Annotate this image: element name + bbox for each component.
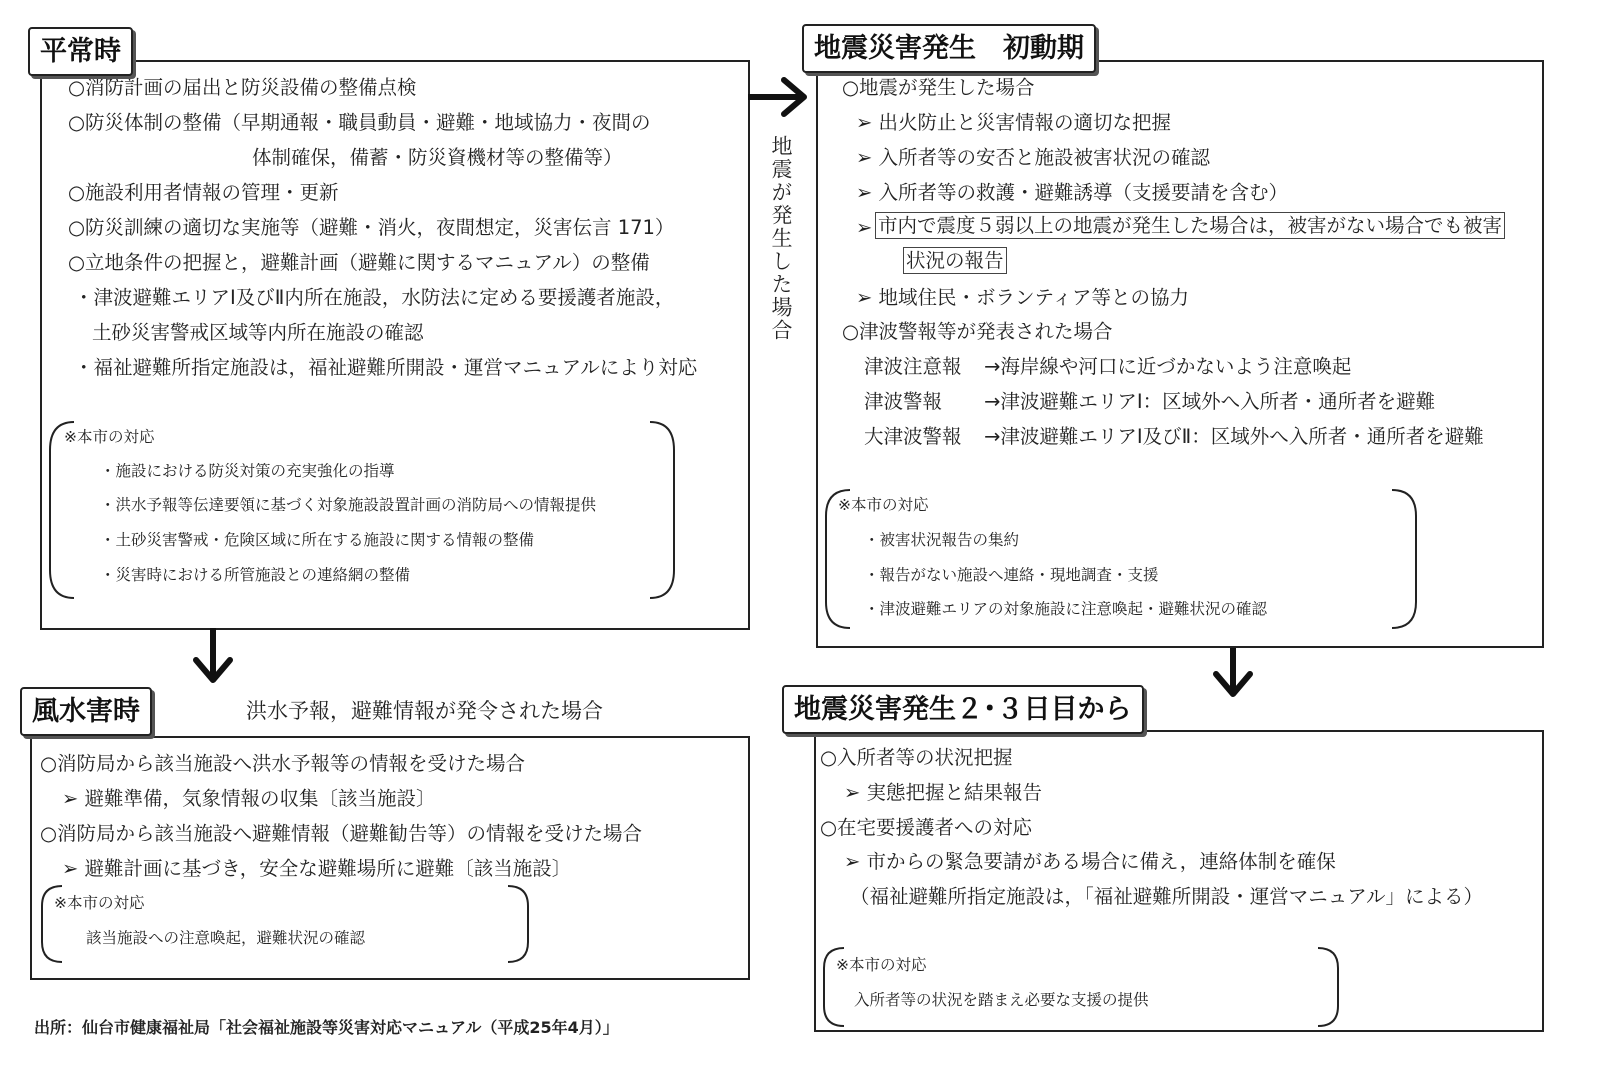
normal-note-item: ・土砂災害警戒・危険区域に所在する施設に関する情報の整備	[100, 531, 535, 549]
initial-note-title: ※本市の対応	[838, 496, 929, 514]
normal-line: ○防災訓練の適切な実施等（避難・消火，夜間想定，災害伝言 171）	[68, 216, 675, 239]
initial-boxed-text-2: 状況の報告	[906, 251, 1007, 271]
day23-line: ➢ 市からの緊急要請がある場合に備え，連絡体制を確保	[844, 850, 1336, 873]
initial-line: ○津波警報等が発表された場合	[842, 320, 1113, 343]
normal-note-title: ※本市の対応	[64, 428, 155, 446]
normal-line: 土砂災害警戒区域等内所在施設の確認	[92, 321, 424, 344]
initial-line: ➢ 出火防止と災害情報の適切な把握	[856, 111, 1172, 134]
initial-boxed-text-1: 市内で震度５弱以上の地震が発生した場合は，被害がない場合でも被害	[878, 216, 1505, 236]
quake-occurred-label: 地震が発生した場合	[769, 135, 793, 342]
tsunami-action: →津波避難エリアⅠ：区域外へ入所者・通所者を避難	[984, 390, 1436, 413]
initial-line: ➢ 地域住民・ボランティア等との協力	[856, 286, 1189, 309]
source-citation: 出所：仙台市健康福祉局「社会福祉施設等災害対応マニュアル（平成25年4月）」	[34, 1018, 619, 1037]
initial-note-item: ・被害状況報告の集約	[864, 531, 1020, 549]
initial-line: ➢ 入所者等の救護・避難誘導（支援要請を含む）	[856, 181, 1289, 204]
initial-note-item: ・報告がない施設へ連絡・現地調査・支援	[864, 566, 1159, 584]
day23-note-title: ※本市の対応	[836, 956, 927, 974]
arrow-down-to-flood	[192, 628, 234, 686]
normal-note-item: ・施設における防災対策の充実強化の指導	[100, 462, 395, 480]
tsunami-level: 津波警報	[864, 390, 943, 413]
initial-note-item: ・津波避難エリアの対象施設に注意喚起・避難状況の確認	[864, 600, 1268, 618]
initial-bullet: ➢	[856, 216, 873, 239]
initial-title: 地震災害発生 初動期	[802, 24, 1096, 73]
normal-line: ・福祉避難所指定施設は，福祉避難所開設・運営マニュアルにより対応	[74, 356, 698, 379]
day23-line: ○在宅要援護者への対応	[820, 816, 1033, 839]
flood-line: ○消防局から該当施設へ避難情報（避難勧告等）の情報を受けた場合	[40, 822, 643, 845]
arrow-down-to-day23	[1212, 646, 1254, 700]
arrow-right-to-initial	[748, 76, 812, 118]
tsunami-level: 津波注意報	[864, 355, 962, 378]
normal-line: ・津波避難エリアⅠ及びⅡ内所在施設，水防法に定める要援護者施設，	[74, 286, 675, 309]
flood-note-title: ※本市の対応	[54, 894, 145, 912]
day23-line: ➢ 実態把握と結果報告	[844, 781, 1043, 804]
normal-title: 平常時	[28, 27, 133, 76]
normal-note-item: ・災害時における所管施設との連絡網の整備	[100, 566, 411, 584]
flood-line: ➢ 避難準備，気象情報の収集〔該当施設〕	[62, 787, 436, 810]
normal-line: ○施設利用者情報の管理・更新	[68, 181, 339, 204]
normal-line: 体制確保，備蓄・防災資機材等の整備等）	[252, 146, 623, 169]
day23-note-item: 入所者等の状況を踏まえ必要な支援の提供	[854, 991, 1149, 1009]
normal-line: ○消防計画の届出と防災設備の整備点検	[68, 76, 417, 99]
initial-line: ➢ 入所者等の安否と施設被害状況の確認	[856, 146, 1211, 169]
day23-line: ○入所者等の状況把握	[820, 746, 1013, 769]
normal-line: ○立地条件の把握と，避難計画（避難に関するマニュアル）の整備	[68, 251, 650, 274]
tsunami-action: →海岸線や河口に近づかないよう注意喚起	[984, 355, 1352, 378]
flood-subtitle: 洪水予報，避難情報が発令された場合	[246, 699, 603, 723]
flood-line: ○消防局から該当施設へ洪水予報等の情報を受けた場合	[40, 752, 526, 775]
day23-title: 地震災害発生２･３日目から	[782, 685, 1144, 734]
flood-note-item: 該当施設への注意喚起，避難状況の確認	[86, 929, 366, 947]
flood-line: ➢ 避難計画に基づき，安全な避難場所に避難〔該当施設〕	[62, 857, 572, 880]
normal-note-item: ・洪水予報等伝達要領に基づく対象施設設置計画の消防局への情報提供	[100, 496, 597, 514]
flood-title: 風水害時	[20, 687, 152, 736]
tsunami-action: →津波避難エリアⅠ及びⅡ：区域外へ入所者・通所者を避難	[984, 425, 1484, 448]
day23-line: （福祉避難所指定施設は，「福祉避難所開設・運営マニュアル」による）	[850, 885, 1483, 908]
tsunami-level: 大津波警報	[864, 425, 962, 448]
initial-line: ○地震が発生した場合	[842, 76, 1035, 99]
normal-line: ○防災体制の整備（早期通報・職員動員・避難・地域協力・夜間の	[68, 111, 651, 134]
